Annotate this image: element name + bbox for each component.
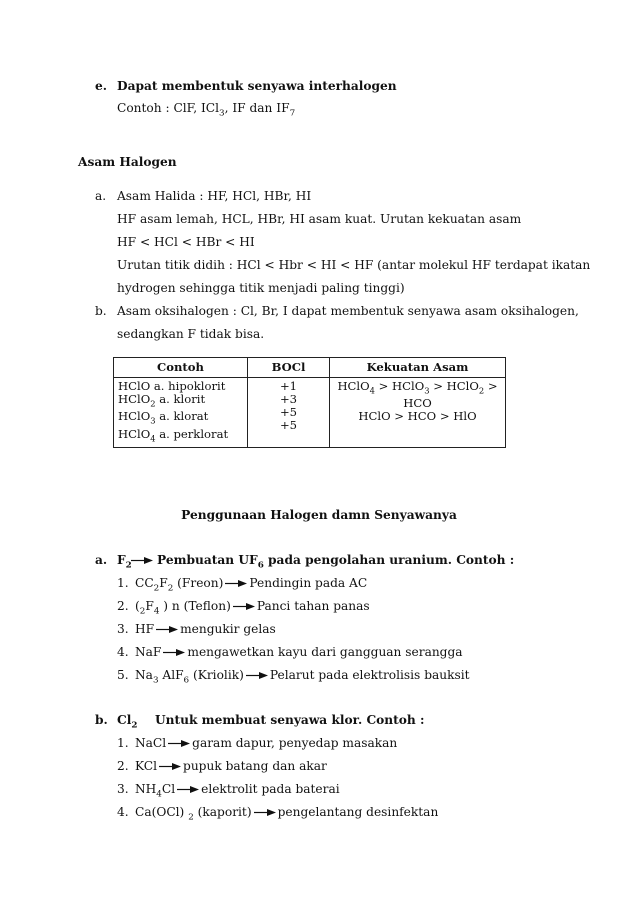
item-right: elektrolit pada baterai [201, 782, 340, 796]
asam-halogen-heading: Asam Halogen [78, 155, 177, 169]
arrow-icon [253, 808, 277, 817]
list-item-number: 2. [117, 759, 129, 773]
arrow-icon [224, 579, 248, 588]
item-left: $CC_2F_2$ (Freon) [135, 576, 224, 594]
item-right: mengukir gelas [180, 622, 276, 636]
arrow-icon [176, 785, 200, 794]
col-header-kekuatan: Kekuatan Asam [330, 358, 506, 378]
kekuatan-entry: HClO > HCO > HlO [358, 409, 477, 424]
table-header-row [114, 358, 506, 378]
item-left: $NH_4Cl$ [135, 782, 176, 800]
col-header-contoh: Contoh [114, 358, 248, 378]
item-a-line: HF asam lemah, HCL, HBr, HI asam kuat. Urutan kekuatan asam [117, 212, 522, 226]
section-b-element: $Cl_2$ [117, 713, 138, 731]
item-b-line: Asam oksihalogen : Cl, Br, I dapat membentuk senyawa asam oksihalogen, [117, 304, 579, 318]
list-item-number: 4. [117, 805, 129, 819]
kekuatan-cell [330, 378, 506, 448]
arrow-icon [155, 625, 179, 634]
item-e-example: Contoh : ClF, ICl$_3$, IF dan $IF_7$ [117, 101, 296, 119]
item-right: garam dapur, penyedap masakan [192, 736, 398, 750]
list-item [135, 735, 397, 751]
item-right: pengelantang desinfektan [277, 805, 439, 819]
list-item [135, 621, 276, 637]
list-item-number: 4. [117, 645, 129, 659]
item-left: KCl [135, 759, 158, 773]
arrow-icon [158, 762, 182, 771]
table-row [114, 378, 506, 448]
list-item-number: 3. [117, 622, 129, 636]
list-item [135, 758, 327, 774]
contoh-cell [114, 378, 248, 448]
section-b-letter: b. [95, 713, 108, 727]
item-left: Ca(OCl) $_2$ (kaporit) [135, 805, 252, 823]
item-a-line: hydrogen sehingga titik menjadi paling tinggi) [117, 281, 405, 295]
contoh-entry: HClO$_2$ a. klorit [118, 392, 206, 409]
section-b-title: Untuk membuat senyawa klor. Contoh : [155, 713, 425, 727]
list-item [135, 781, 340, 802]
arrow-icon [130, 556, 154, 565]
list-item-number: 5. [117, 668, 129, 682]
item-a-line: Urutan titik didih : HCl < Hbr < HI < HF (antar molekul HF terdapat ikatan [117, 258, 591, 272]
list-item-number: 2. [117, 599, 129, 613]
contoh-entry: HClO$_3$ a. klorat [118, 409, 209, 426]
arrow-icon [232, 602, 256, 611]
item-right: Panci tahan panas [256, 599, 370, 613]
section-a-element: $F_2$ [117, 553, 132, 571]
item-right: mengawetkan kayu dari gangguan serangga [187, 645, 463, 659]
arrow-icon [245, 671, 269, 680]
item-right: pupuk batang dan akar [183, 759, 327, 773]
item-b-letter: b. [95, 304, 107, 318]
bocl-entry: +5 [279, 418, 298, 432]
item-a-line: HF < HCl < HBr < HI [117, 235, 255, 249]
item-e-letter: e. [95, 79, 107, 93]
list-item-number: 3. [117, 782, 129, 796]
arrow-icon [162, 648, 186, 657]
section-a-title: Pembuatan $UF_6$ pada pengolahan uranium. Contoh : [157, 553, 515, 571]
contoh-entry: HClO a. hipoklorit [118, 379, 226, 393]
list-item [135, 804, 438, 825]
bocl-entry: +1 [279, 379, 298, 393]
bocl-entry: +3 [279, 392, 298, 406]
item-right: Pelarut pada elektrolisis bauksit [269, 668, 470, 682]
col-header-bocl: BOCl [248, 358, 330, 378]
section-a-letter: a. [95, 553, 108, 567]
penggunaan-heading: Penggunaan Halogen damn Senyawanya [181, 508, 457, 522]
oxyacid-table [113, 357, 506, 448]
arrow-icon [167, 739, 191, 748]
item-left: NaCl [135, 736, 167, 750]
item-left: $Na_3$ AlF$_6$ (Kriolik) [135, 668, 244, 686]
item-a-line: Asam Halida : HF, HCl, HBr, HI [117, 189, 312, 203]
list-item-number: 1. [117, 736, 129, 750]
item-right: Pendingin pada AC [249, 576, 368, 590]
list-item [135, 667, 470, 688]
list-item [135, 598, 370, 619]
item-e-title: Dapat membentuk senyawa interhalogen [117, 79, 397, 93]
list-item [135, 644, 463, 660]
bocl-cell [248, 378, 330, 448]
item-a-letter: a. [95, 189, 107, 203]
item-b-line: sedangkan F tidak bisa. [117, 327, 265, 341]
list-item-number: 1. [117, 576, 129, 590]
contoh-entry: HClO$_4$ a. perklorat [118, 426, 229, 443]
kekuatan-entry: HClO$_4$ > HClO$_3$ > HClO$_2$ > HCO [337, 379, 498, 411]
item-left: ($_2F_4$ ) n (Teflon) [135, 599, 231, 617]
bocl-entry: +5 [279, 405, 298, 419]
item-left: NaF [135, 645, 162, 659]
list-item [135, 575, 367, 596]
item-left: HF [135, 622, 155, 636]
